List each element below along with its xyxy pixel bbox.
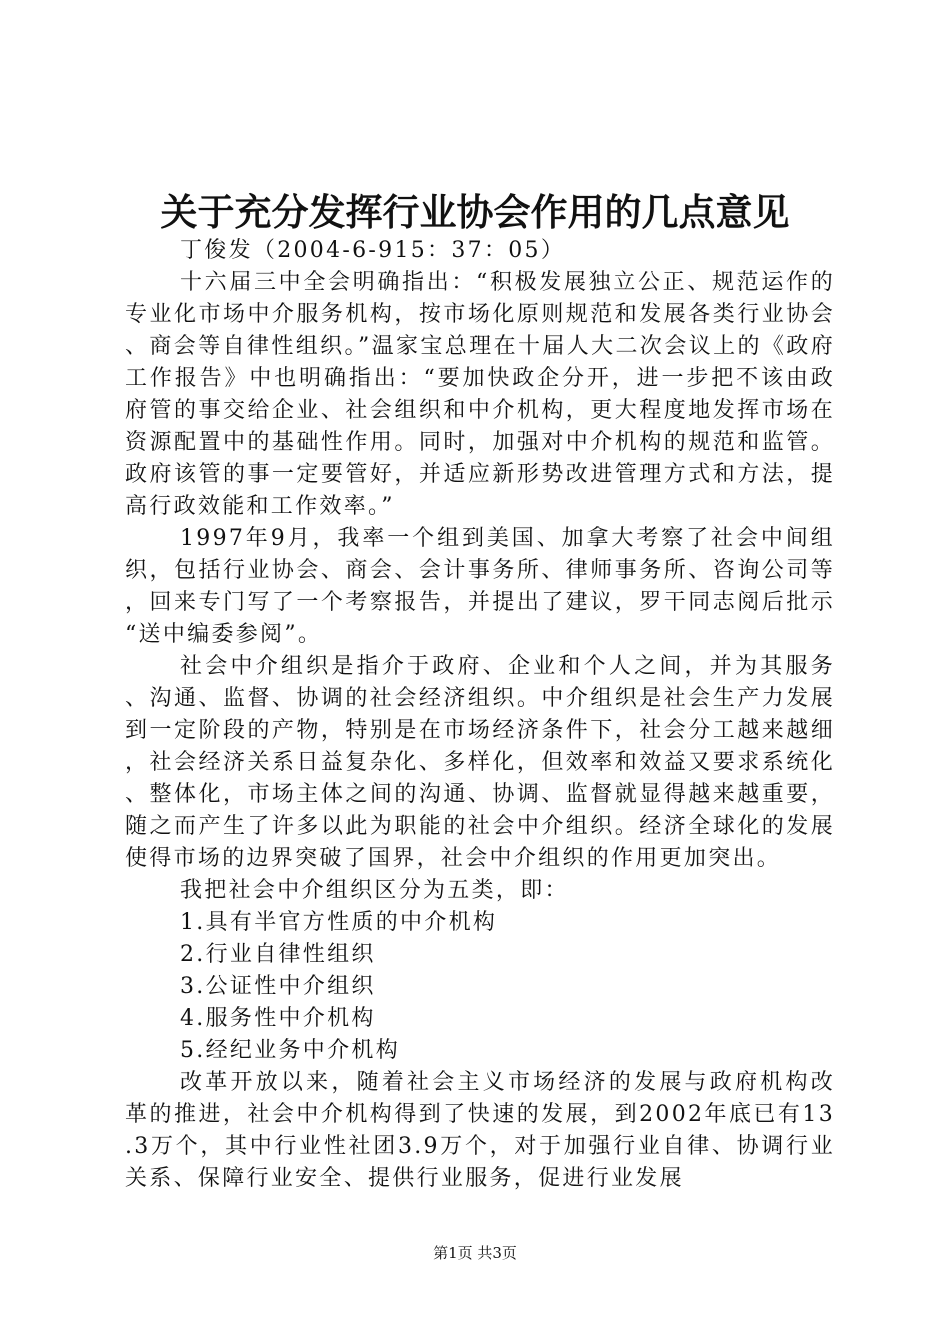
list-item: 1.具有半官方性质的中介机构 xyxy=(180,910,498,935)
paragraph: 1997年9月，我率一个组到美国、加拿大考察了社会中间组织，包括行业协会、商会、会计事务所、律师事务所、咨询公司等，回来专门写了一个考察报告，并提出了建议，罗干同志阅后批示“送中编委参阅”。 xyxy=(125,526,835,647)
list-item: 4.服务性中介机构 xyxy=(180,1006,376,1031)
list-item: 3.公证性中介组织 xyxy=(180,974,376,999)
paragraph: 社会中介组织是指介于政府、企业和个人之间，并为其服务、沟通、监督、协调的社会经济组织。中介组织是社会生产力发展到一定阶段的产物，特别是在市场经济条件下，社会分工越来越细，社会经济关系日益复杂化、多样化，但效率和效益又要求系统化、整体化，市场主体之间的沟通、协调、监督就显得越来越重要，随之而产生了许多以此为职能的社会中介组织。经济全球化的发展使得市场的边界突破了国界，社会中介组织的作用更加突出。 xyxy=(125,654,835,871)
page-footer: 第1页 共3页 xyxy=(433,1244,517,1262)
paragraph: 十六届三中全会明确指出：“积极发展独立公正、规范运作的专业化市场中介服务机构，按市场化原则规范和发展各类行业协会、商会等自律性组织。”温家宝总理在十届人大二次会议上的《政府工作报告》中也明确指出：“要加快政企分开，进一步把不该由政府管的事交给企业、社会组织和中介机构，更大程度地发挥市场在资源配置中的基础性作用。同时，加强对中介机构的规范和监管。政府该管的事一定要管好，并适应新形势改进管理方式和方法，提高行政效能和工作效率。” xyxy=(125,270,835,519)
paragraph: 改革开放以来，随着社会主义市场经济的发展与政府机构改革的推进，社会中介机构得到了快速的发展，到2002年底已有13.3万个，其中行业性社团3.9万个，对于加强行业自律、协调行业关系、保障行业安全、提供行业服务，促进行业发展 xyxy=(125,1070,835,1191)
document-body xyxy=(125,235,835,1195)
document-title: 关于充分发挥行业协会作用的几点意见 xyxy=(160,190,790,234)
list-item: 5.经纪业务中介机构 xyxy=(180,1038,400,1063)
byline: 丁俊发（2004-6-915：37：05） xyxy=(180,238,566,263)
list-item: 2.行业自律性组织 xyxy=(180,942,376,967)
paragraph: 我把社会中介组织区分为五类，即： xyxy=(180,878,569,903)
